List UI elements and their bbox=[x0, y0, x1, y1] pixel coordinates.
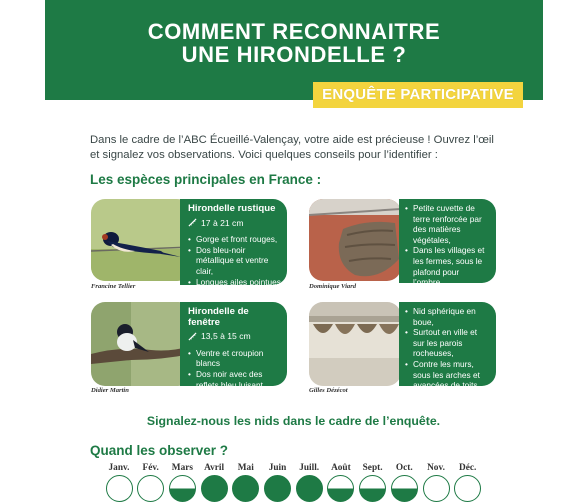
month-presence-circle bbox=[423, 475, 450, 502]
photo-credit: Francine Tellier bbox=[91, 283, 136, 290]
species-size-label: 13,5 à 15 cm bbox=[201, 331, 251, 342]
nest-photo-credit: Gilles Dézécot bbox=[309, 387, 348, 394]
months-calendar bbox=[104, 462, 484, 503]
month-column bbox=[199, 462, 229, 502]
month-label: Déc. bbox=[459, 463, 477, 473]
nest-traits bbox=[405, 306, 490, 391]
photo-nid-rustique bbox=[309, 199, 401, 281]
trait-item: • Petite cuvette de terre renforcée par des matières végétales, bbox=[405, 203, 490, 245]
ruler-icon bbox=[188, 218, 197, 227]
title-line-1: COMMENT RECONNAITRE bbox=[147, 19, 441, 44]
month-presence-circle bbox=[391, 475, 418, 502]
species-name: Hirondelle rustique bbox=[188, 203, 276, 214]
month-label: Août bbox=[331, 463, 351, 473]
nest-photo-credit: Dominique Viard bbox=[309, 283, 357, 290]
nest-traits bbox=[405, 203, 490, 288]
signalez-text: Signalez-nous les nids dans le cadre de l’enquête. bbox=[146, 414, 441, 428]
card-hirondelle-fenetre bbox=[180, 302, 287, 401]
trait-item: • Courte queue noire. bbox=[188, 390, 281, 401]
month-column bbox=[453, 462, 483, 502]
month-label: Mai bbox=[237, 463, 254, 473]
photo-credit: Didier Martin bbox=[91, 387, 129, 394]
card-nid-fenetre bbox=[399, 302, 496, 391]
photo-hirondelle-rustique bbox=[91, 199, 191, 281]
card-nid-rustique bbox=[399, 199, 496, 288]
month-column bbox=[358, 462, 388, 502]
month-column bbox=[167, 462, 197, 502]
month-presence-circle bbox=[327, 475, 354, 502]
trait-item: • Dos bleu-noir métallique et ventre clair, bbox=[188, 245, 281, 277]
title-line-2: UNE HIRONDELLE ? bbox=[181, 42, 407, 67]
species-traits bbox=[188, 234, 281, 298]
trait-item: • Contre les murs, sous les arches et avancées de toits. bbox=[405, 359, 490, 391]
ruler-icon bbox=[188, 332, 197, 341]
month-label: Juin bbox=[268, 463, 287, 473]
month-label: Nov. bbox=[427, 463, 445, 473]
month-column bbox=[294, 462, 324, 502]
species-size bbox=[188, 331, 281, 342]
trait-item: • Dans les villages et les fermes, sous le plafond pour l’ombre. bbox=[405, 245, 490, 287]
photo-nid-fenetre bbox=[309, 302, 401, 386]
month-label: Mars bbox=[171, 463, 193, 473]
species-size bbox=[188, 218, 281, 229]
month-label: Fév. bbox=[142, 463, 159, 473]
species-size-label: 17 à 21 cm bbox=[201, 217, 244, 228]
month-column bbox=[389, 462, 419, 502]
month-presence-circle bbox=[359, 475, 386, 502]
enquete-badge: ENQUÊTE PARTICIPATIVE bbox=[313, 82, 523, 108]
month-column bbox=[136, 462, 166, 502]
trait-item: • Gorge et front rouges, bbox=[188, 234, 281, 245]
photo-hirondelle-fenetre bbox=[91, 302, 191, 386]
month-presence-circle bbox=[296, 475, 323, 502]
month-presence-circle bbox=[454, 475, 481, 502]
species-traits bbox=[188, 348, 281, 401]
trait-item: • Nid sphérique en boue, bbox=[405, 306, 490, 327]
month-label: Avril bbox=[204, 463, 225, 473]
month-label: Sept. bbox=[362, 463, 383, 473]
trait-item: • Dos noir avec des reflets bleu luisant, bbox=[188, 369, 281, 390]
trait-item: • Surtout en ville et sur les parois rocheuses, bbox=[405, 327, 490, 359]
species-heading: Les espèces principales en France : bbox=[90, 172, 322, 187]
month-presence-circle bbox=[106, 475, 133, 502]
quand-heading: Quand les observer ? bbox=[90, 443, 229, 458]
month-column bbox=[263, 462, 293, 502]
month-presence-circle bbox=[169, 475, 196, 502]
month-label: Janv. bbox=[108, 463, 130, 473]
month-label: Oct. bbox=[395, 463, 413, 473]
intro-paragraph: Dans le cadre de l’ABC Écueillé-Valençay, votre aide est précieuse ! Ouvrez l’œil et signalez vos observations. Voici quelques conseils pour l’identifier : bbox=[90, 134, 494, 161]
month-column bbox=[231, 462, 261, 502]
month-column bbox=[104, 462, 134, 502]
month-presence-circle bbox=[137, 475, 164, 502]
trait-item: • Longues ailes pointues et queue fourchue. bbox=[188, 277, 281, 298]
month-column bbox=[421, 462, 451, 502]
species-name: Hirondelle de fenêtre bbox=[188, 306, 249, 328]
month-presence-circle bbox=[232, 475, 259, 502]
month-presence-circle bbox=[264, 475, 291, 502]
month-column bbox=[326, 462, 356, 502]
card-hirondelle-rustique bbox=[180, 199, 287, 298]
month-presence-circle bbox=[201, 475, 228, 502]
month-label: Juill. bbox=[299, 463, 320, 473]
trait-item: • Ventre et croupion blancs bbox=[188, 348, 281, 369]
